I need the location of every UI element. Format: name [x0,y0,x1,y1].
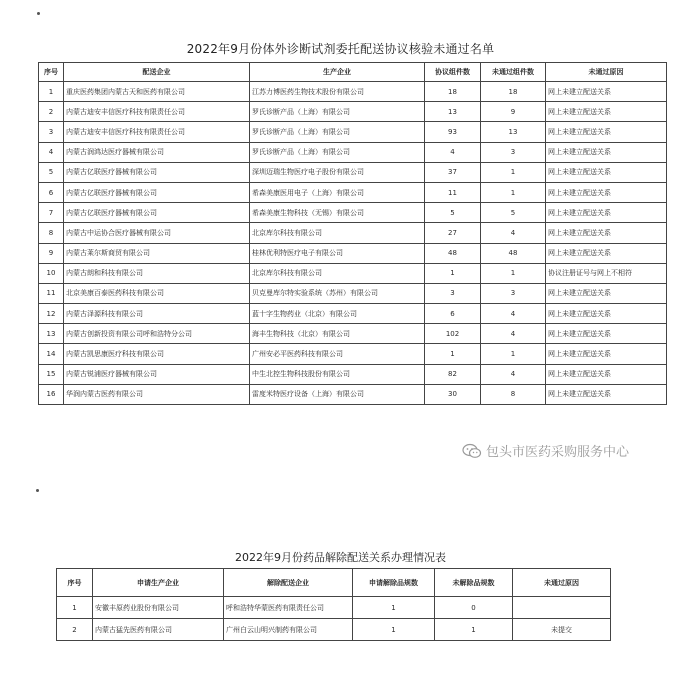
cell-reason: 网上未建立配送关系 [546,344,667,364]
cell-index: 14 [39,344,64,364]
cell-distributor: 内蒙古莱尔斯商贸有限公司 [64,243,250,263]
cell-agreement-count: 82 [425,364,481,384]
column-header-manufacturer: 生产企业 [250,63,425,82]
cell-agreement-count: 5 [425,203,481,223]
table-row [39,283,667,303]
cell-failed-count: 3 [481,142,546,162]
cell-agreement-count: 1 [425,344,481,364]
wechat-icon [462,443,482,459]
cell-distributor: 内蒙古朗和科技有限公司 [64,263,250,283]
cell-reason: 网上未建立配送关系 [546,223,667,243]
cell-distributor: 内蒙古泽源科技有限公司 [64,304,250,324]
table-row [39,263,667,283]
verification-fail-table [38,62,667,405]
cell-manufacturer: 罗氏诊断产品（上海）有限公司 [250,122,425,142]
table-row [39,182,667,202]
cell-distributor: 内蒙古凯思康医疗科技有限公司 [64,344,250,364]
cell-index: 15 [39,364,64,384]
cell-failed-count: 4 [481,364,546,384]
cell-index: 5 [39,162,64,182]
cell-reason: 网上未建立配送关系 [546,122,667,142]
cell-failed-count: 48 [481,243,546,263]
cell-failed-count: 3 [481,283,546,303]
cell-reason: 网上未建立配送关系 [546,283,667,303]
table-header-row [57,569,611,597]
cell-index: 2 [39,102,64,122]
cell-manufacturer: 北京库尔科技有限公司 [250,223,425,243]
cell-distributor: 内蒙古锐浦医疗器械有限公司 [64,364,250,384]
cell-agreement-count: 3 [425,283,481,303]
table-row [39,122,667,142]
cell-manufacturer: 雷度米特医疗设备（上海）有限公司 [250,384,425,404]
cell-agreement-count: 1 [425,263,481,283]
doc1-title: 2022年9月份体外诊断试剂委托配送协议核验未通过名单 [186,42,495,56]
cell-index: 2 [57,619,93,641]
wechat-watermark [462,441,629,460]
cell-agreement-count: 27 [425,223,481,243]
watermark-text: 包头市医药采购服务中心 [486,445,630,460]
cell-manufacturer: 罗氏诊断产品（上海）有限公司 [250,142,425,162]
cell-applicant-manufacturer: 安徽丰原药业股份有限公司 [93,597,224,619]
table-row [57,619,611,641]
column-header-index: 序号 [39,63,64,82]
cell-unreleased-count: 1 [435,619,513,641]
cell-reason: 网上未建立配送关系 [546,304,667,324]
cell-index: 6 [39,182,64,202]
table-row [39,142,667,162]
scan-dot [36,489,39,492]
cell-index: 13 [39,324,64,344]
cell-index: 11 [39,283,64,303]
cell-released-distributor: 呼和浩特华蒙医药有限责任公司 [224,597,353,619]
cell-reason: 网上未建立配送关系 [546,203,667,223]
cell-agreement-count: 6 [425,304,481,324]
table-row [39,364,667,384]
table-row [39,82,667,102]
cell-requested-count: 1 [353,597,435,619]
cell-reason: 网上未建立配送关系 [546,142,667,162]
column-header-applicant-manufacturer: 申请生产企业 [93,569,224,597]
doc2-title: 2022年9月份药品解除配送关系办理情况表 [235,551,446,564]
cell-index: 10 [39,263,64,283]
cell-failed-count: 1 [481,263,546,283]
table-row [39,243,667,263]
cell-failed-count: 4 [481,223,546,243]
cell-failed-count: 9 [481,102,546,122]
table-row [39,102,667,122]
cell-reason: 网上未建立配送关系 [546,324,667,344]
column-header-unreleased-count: 未解除品规数 [435,569,513,597]
cell-distributor: 内蒙古中运协合医疗器械有限公司 [64,223,250,243]
cell-failed-count: 18 [481,82,546,102]
table-row [39,223,667,243]
cell-agreement-count: 48 [425,243,481,263]
cell-distributor: 北京美康百泰医药科技有限公司 [64,283,250,303]
table-row [39,384,667,404]
column-header-reason: 未通过原因 [513,569,611,597]
table-row [39,162,667,182]
cell-manufacturer: 北京库尔科技有限公司 [250,263,425,283]
scan-dot [37,12,40,15]
cell-distributor: 内蒙古亿联医疗器械有限公司 [64,162,250,182]
cell-index: 12 [39,304,64,324]
cell-reason: 网上未建立配送关系 [546,162,667,182]
cell-index: 1 [57,597,93,619]
cell-unreleased-count: 0 [435,597,513,619]
cell-reason: 网上未建立配送关系 [546,384,667,404]
cell-index: 7 [39,203,64,223]
column-header-reason: 未通过原因 [546,63,667,82]
cell-agreement-count: 37 [425,162,481,182]
cell-reason: 网上未建立配送关系 [546,182,667,202]
column-header-index: 序号 [57,569,93,597]
cell-failed-count: 4 [481,304,546,324]
table-row [39,203,667,223]
cell-distributor: 内蒙古迪安丰信医疗科技有限责任公司 [64,102,250,122]
cell-failed-count: 1 [481,344,546,364]
cell-applicant-manufacturer: 内蒙古猛先医药有限公司 [93,619,224,641]
cell-released-distributor: 广州白云山明兴制药有限公司 [224,619,353,641]
cell-manufacturer: 海丰生物科技（北京）有限公司 [250,324,425,344]
cell-manufacturer: 罗氏诊断产品（上海）有限公司 [250,102,425,122]
cell-index: 8 [39,223,64,243]
cell-distributor: 华润内蒙古医药有限公司 [64,384,250,404]
cell-failed-count: 5 [481,203,546,223]
cell-manufacturer: 希森美康医用电子（上海）有限公司 [250,182,425,202]
column-header-agreement-count: 协议组件数 [425,63,481,82]
cell-reason: 网上未建立配送关系 [546,243,667,263]
cell-agreement-count: 4 [425,142,481,162]
column-header-failed-count: 未通过组件数 [481,63,546,82]
cell-manufacturer: 江苏力博医药生物技术股份有限公司 [250,82,425,102]
cell-agreement-count: 30 [425,384,481,404]
cell-manufacturer: 蓝十字生物药业（北京）有限公司 [250,304,425,324]
delivery-release-table [56,568,611,641]
cell-manufacturer: 广州安必平医药科技有限公司 [250,344,425,364]
cell-manufacturer: 希森美康生物科技（无锡）有限公司 [250,203,425,223]
cell-index: 9 [39,243,64,263]
cell-failed-count: 13 [481,122,546,142]
table-row [39,324,667,344]
cell-reason: 网上未建立配送关系 [546,102,667,122]
table-row [57,597,611,619]
cell-agreement-count: 18 [425,82,481,102]
cell-failed-count: 1 [481,162,546,182]
cell-failed-count: 4 [481,324,546,344]
cell-agreement-count: 11 [425,182,481,202]
cell-distributor: 内蒙古迪安丰信医疗科技有限责任公司 [64,122,250,142]
cell-failed-count: 1 [481,182,546,202]
cell-failed-count: 8 [481,384,546,404]
cell-distributor: 内蒙古亿联医疗器械有限公司 [64,182,250,202]
cell-index: 3 [39,122,64,142]
cell-reason: 网上未建立配送关系 [546,364,667,384]
column-header-distributor: 配送企业 [64,63,250,82]
cell-agreement-count: 93 [425,122,481,142]
cell-distributor: 重庆医药集团内蒙古天和医药有限公司 [64,82,250,102]
column-header-requested-count: 申请解除品规数 [353,569,435,597]
cell-index: 16 [39,384,64,404]
cell-manufacturer: 中生北控生物科技股份有限公司 [250,364,425,384]
cell-distributor: 内蒙古创新投资有限公司呼和浩特分公司 [64,324,250,344]
cell-distributor: 内蒙古润鸿达医疗器械有限公司 [64,142,250,162]
cell-agreement-count: 13 [425,102,481,122]
cell-reason: 未提交 [513,619,611,641]
cell-distributor: 内蒙古亿联医疗器械有限公司 [64,203,250,223]
cell-requested-count: 1 [353,619,435,641]
table-row [39,344,667,364]
cell-reason: 网上未建立配送关系 [546,82,667,102]
table-row [39,304,667,324]
table-header-row [39,63,667,82]
cell-reason [513,597,611,619]
cell-manufacturer: 深圳迈瑞生物医疗电子股份有限公司 [250,162,425,182]
column-header-released-distributor: 解除配送企业 [224,569,353,597]
cell-index: 4 [39,142,64,162]
cell-manufacturer: 桂林优利特医疗电子有限公司 [250,243,425,263]
cell-agreement-count: 102 [425,324,481,344]
cell-manufacturer: 贝克曼库尔特实验系统（苏州）有限公司 [250,283,425,303]
cell-reason: 协议注册证号与网上不相符 [546,263,667,283]
cell-index: 1 [39,82,64,102]
